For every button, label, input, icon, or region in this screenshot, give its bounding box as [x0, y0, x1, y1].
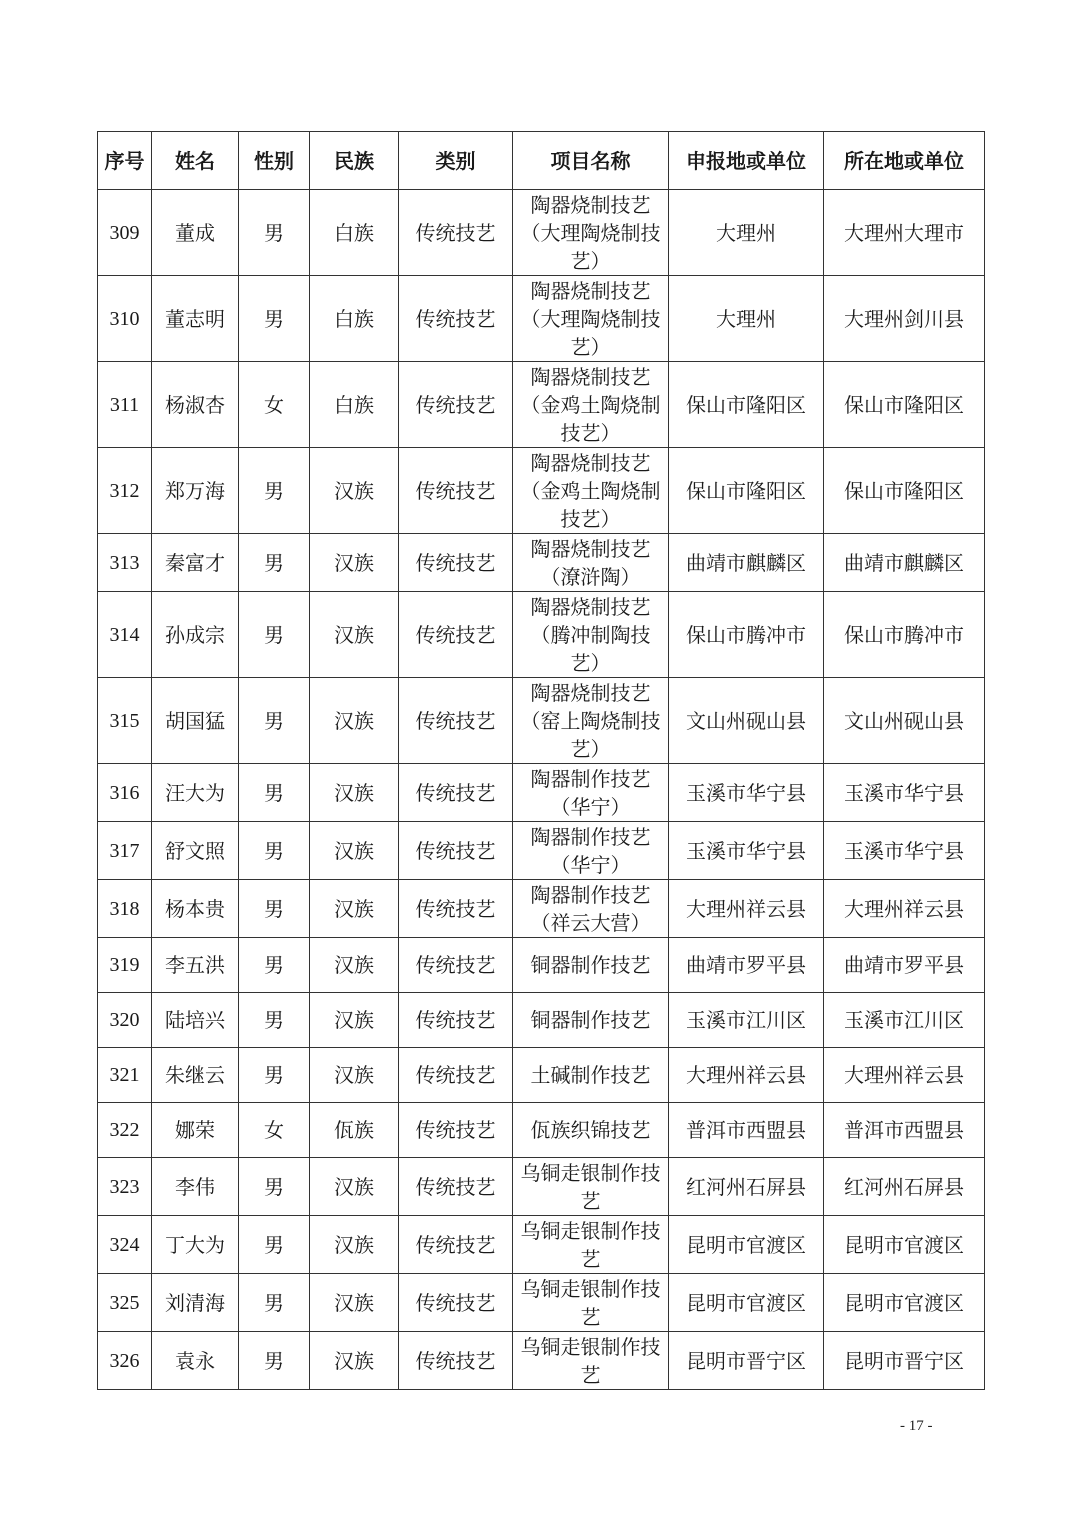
cell-applicant: 大理州祥云县: [669, 1048, 824, 1103]
cell-location: 昆明市晋宁区: [824, 1332, 985, 1390]
cell-no: 322: [98, 1103, 152, 1158]
cell-location: 玉溪市江川区: [824, 993, 985, 1048]
cell-category: 传统技艺: [399, 448, 513, 534]
cell-no: 311: [98, 362, 152, 448]
cell-category: 传统技艺: [399, 764, 513, 822]
cell-ethnicity: 汉族: [310, 764, 399, 822]
cell-applicant: 昆明市官渡区: [669, 1216, 824, 1274]
cell-applicant: 大理州祥云县: [669, 880, 824, 938]
column-header-location: 所在地或单位: [824, 132, 985, 190]
table-row: [98, 592, 985, 678]
inheritor-table: [97, 131, 985, 1390]
cell-category: 传统技艺: [399, 993, 513, 1048]
table-row: [98, 822, 985, 880]
cell-ethnicity: 白族: [310, 362, 399, 448]
cell-category: 传统技艺: [399, 1332, 513, 1390]
cell-name: 郑万海: [152, 448, 239, 534]
cell-ethnicity: 汉族: [310, 1158, 399, 1216]
cell-name: 陆培兴: [152, 993, 239, 1048]
cell-category: 传统技艺: [399, 1216, 513, 1274]
column-header-no: 序号: [98, 132, 152, 190]
cell-location: 红河州石屏县: [824, 1158, 985, 1216]
cell-name: 秦富才: [152, 534, 239, 592]
cell-name: 杨本贵: [152, 880, 239, 938]
column-header-applicant: 申报地或单位: [669, 132, 824, 190]
table-row: [98, 1332, 985, 1390]
cell-category: 传统技艺: [399, 534, 513, 592]
cell-project: 乌铜走银制作技艺: [513, 1216, 669, 1274]
cell-ethnicity: 汉族: [310, 822, 399, 880]
table-row: [98, 1048, 985, 1103]
table-row: [98, 1274, 985, 1332]
cell-gender: 男: [239, 1158, 310, 1216]
cell-ethnicity: 汉族: [310, 938, 399, 993]
cell-applicant: 保山市隆阳区: [669, 362, 824, 448]
cell-project: 陶器烧制技艺（潦浒陶）: [513, 534, 669, 592]
cell-name: 朱继云: [152, 1048, 239, 1103]
cell-ethnicity: 汉族: [310, 592, 399, 678]
cell-project: 乌铜走银制作技艺: [513, 1332, 669, 1390]
cell-name: 娜荣: [152, 1103, 239, 1158]
column-header-gender: 性别: [239, 132, 310, 190]
table-row: [98, 678, 985, 764]
cell-project: 铜器制作技艺: [513, 993, 669, 1048]
cell-ethnicity: 汉族: [310, 448, 399, 534]
cell-category: 传统技艺: [399, 190, 513, 276]
cell-gender: 男: [239, 534, 310, 592]
cell-applicant: 保山市腾冲市: [669, 592, 824, 678]
cell-name: 胡国猛: [152, 678, 239, 764]
cell-no: 325: [98, 1274, 152, 1332]
cell-applicant: 玉溪市华宁县: [669, 764, 824, 822]
cell-project: 陶器烧制技艺（腾冲制陶技艺）: [513, 592, 669, 678]
cell-location: 大理州祥云县: [824, 880, 985, 938]
cell-gender: 男: [239, 880, 310, 938]
cell-project: 铜器制作技艺: [513, 938, 669, 993]
cell-no: 320: [98, 993, 152, 1048]
cell-no: 310: [98, 276, 152, 362]
cell-location: 玉溪市华宁县: [824, 822, 985, 880]
column-header-category: 类别: [399, 132, 513, 190]
cell-location: 大理州剑川县: [824, 276, 985, 362]
cell-project: 陶器烧制技艺（大理陶烧制技艺）: [513, 190, 669, 276]
cell-name: 袁永: [152, 1332, 239, 1390]
cell-ethnicity: 白族: [310, 276, 399, 362]
cell-applicant: 曲靖市麒麟区: [669, 534, 824, 592]
cell-gender: 男: [239, 678, 310, 764]
cell-gender: 男: [239, 1274, 310, 1332]
cell-location: 大理州大理市: [824, 190, 985, 276]
cell-ethnicity: 汉族: [310, 1216, 399, 1274]
table-row: [98, 880, 985, 938]
cell-location: 普洱市西盟县: [824, 1103, 985, 1158]
cell-gender: 男: [239, 276, 310, 362]
cell-location: 昆明市官渡区: [824, 1216, 985, 1274]
cell-no: 317: [98, 822, 152, 880]
cell-applicant: 普洱市西盟县: [669, 1103, 824, 1158]
table-row: [98, 1216, 985, 1274]
cell-name: 杨淑杏: [152, 362, 239, 448]
table-row: [98, 764, 985, 822]
cell-name: 董志明: [152, 276, 239, 362]
cell-project: 乌铜走银制作技艺: [513, 1158, 669, 1216]
cell-gender: 男: [239, 993, 310, 1048]
cell-category: 传统技艺: [399, 938, 513, 993]
cell-project: 乌铜走银制作技艺: [513, 1274, 669, 1332]
cell-location: 昆明市官渡区: [824, 1274, 985, 1332]
cell-location: 保山市隆阳区: [824, 362, 985, 448]
cell-applicant: 红河州石屏县: [669, 1158, 824, 1216]
cell-ethnicity: 白族: [310, 190, 399, 276]
cell-project: 陶器制作技艺（祥云大营）: [513, 880, 669, 938]
cell-applicant: 保山市隆阳区: [669, 448, 824, 534]
cell-location: 保山市隆阳区: [824, 448, 985, 534]
table-row: [98, 534, 985, 592]
cell-no: 321: [98, 1048, 152, 1103]
cell-ethnicity: 汉族: [310, 880, 399, 938]
cell-category: 传统技艺: [399, 592, 513, 678]
column-header-name: 姓名: [152, 132, 239, 190]
page-number: - 17 -: [900, 1418, 933, 1434]
cell-applicant: 玉溪市江川区: [669, 993, 824, 1048]
cell-project: 土碱制作技艺: [513, 1048, 669, 1103]
cell-location: 保山市腾冲市: [824, 592, 985, 678]
cell-name: 刘清海: [152, 1274, 239, 1332]
cell-no: 313: [98, 534, 152, 592]
table-row: [98, 190, 985, 276]
cell-applicant: 昆明市官渡区: [669, 1274, 824, 1332]
cell-ethnicity: 汉族: [310, 993, 399, 1048]
cell-gender: 男: [239, 448, 310, 534]
table-row: [98, 448, 985, 534]
cell-no: 315: [98, 678, 152, 764]
cell-no: 312: [98, 448, 152, 534]
cell-project: 陶器制作技艺（华宁）: [513, 822, 669, 880]
cell-ethnicity: 汉族: [310, 534, 399, 592]
cell-gender: 男: [239, 190, 310, 276]
cell-gender: 男: [239, 764, 310, 822]
cell-location: 大理州祥云县: [824, 1048, 985, 1103]
cell-project: 佤族织锦技艺: [513, 1103, 669, 1158]
cell-category: 传统技艺: [399, 1103, 513, 1158]
cell-category: 传统技艺: [399, 1274, 513, 1332]
cell-name: 孙成宗: [152, 592, 239, 678]
table-row: [98, 362, 985, 448]
cell-gender: 男: [239, 1332, 310, 1390]
cell-category: 传统技艺: [399, 1158, 513, 1216]
cell-gender: 男: [239, 1216, 310, 1274]
cell-name: 董成: [152, 190, 239, 276]
cell-no: 316: [98, 764, 152, 822]
cell-gender: 女: [239, 1103, 310, 1158]
cell-project: 陶器烧制技艺（金鸡土陶烧制技艺）: [513, 448, 669, 534]
cell-project: 陶器烧制技艺（大理陶烧制技艺）: [513, 276, 669, 362]
cell-gender: 男: [239, 1048, 310, 1103]
cell-gender: 男: [239, 822, 310, 880]
cell-applicant: 玉溪市华宁县: [669, 822, 824, 880]
cell-no: 326: [98, 1332, 152, 1390]
cell-category: 传统技艺: [399, 678, 513, 764]
cell-applicant: 昆明市晋宁区: [669, 1332, 824, 1390]
cell-name: 丁大为: [152, 1216, 239, 1274]
cell-category: 传统技艺: [399, 822, 513, 880]
cell-applicant: 大理州: [669, 276, 824, 362]
table-row: [98, 1158, 985, 1216]
cell-ethnicity: 汉族: [310, 1048, 399, 1103]
table-header-row: [98, 132, 985, 190]
cell-category: 传统技艺: [399, 1048, 513, 1103]
cell-ethnicity: 佤族: [310, 1103, 399, 1158]
cell-no: 318: [98, 880, 152, 938]
column-header-ethnicity: 民族: [310, 132, 399, 190]
cell-location: 曲靖市罗平县: [824, 938, 985, 993]
cell-gender: 男: [239, 592, 310, 678]
cell-no: 323: [98, 1158, 152, 1216]
cell-location: 曲靖市麒麟区: [824, 534, 985, 592]
cell-ethnicity: 汉族: [310, 1274, 399, 1332]
cell-name: 李五洪: [152, 938, 239, 993]
cell-location: 文山州砚山县: [824, 678, 985, 764]
cell-applicant: 文山州砚山县: [669, 678, 824, 764]
cell-gender: 男: [239, 938, 310, 993]
cell-name: 李伟: [152, 1158, 239, 1216]
table-row: [98, 276, 985, 362]
cell-category: 传统技艺: [399, 880, 513, 938]
cell-location: 玉溪市华宁县: [824, 764, 985, 822]
table-body: [98, 190, 985, 1390]
cell-project: 陶器制作技艺（华宁）: [513, 764, 669, 822]
cell-category: 传统技艺: [399, 362, 513, 448]
cell-no: 324: [98, 1216, 152, 1274]
column-header-project: 项目名称: [513, 132, 669, 190]
cell-gender: 女: [239, 362, 310, 448]
cell-applicant: 大理州: [669, 190, 824, 276]
cell-category: 传统技艺: [399, 276, 513, 362]
cell-no: 309: [98, 190, 152, 276]
table-row: [98, 993, 985, 1048]
cell-project: 陶器烧制技艺（窑上陶烧制技艺）: [513, 678, 669, 764]
table-row: [98, 938, 985, 993]
cell-name: 汪大为: [152, 764, 239, 822]
cell-applicant: 曲靖市罗平县: [669, 938, 824, 993]
cell-no: 319: [98, 938, 152, 993]
cell-project: 陶器烧制技艺（金鸡土陶烧制技艺）: [513, 362, 669, 448]
table-row: [98, 1103, 985, 1158]
cell-name: 舒文照: [152, 822, 239, 880]
cell-ethnicity: 汉族: [310, 1332, 399, 1390]
cell-no: 314: [98, 592, 152, 678]
cell-ethnicity: 汉族: [310, 678, 399, 764]
